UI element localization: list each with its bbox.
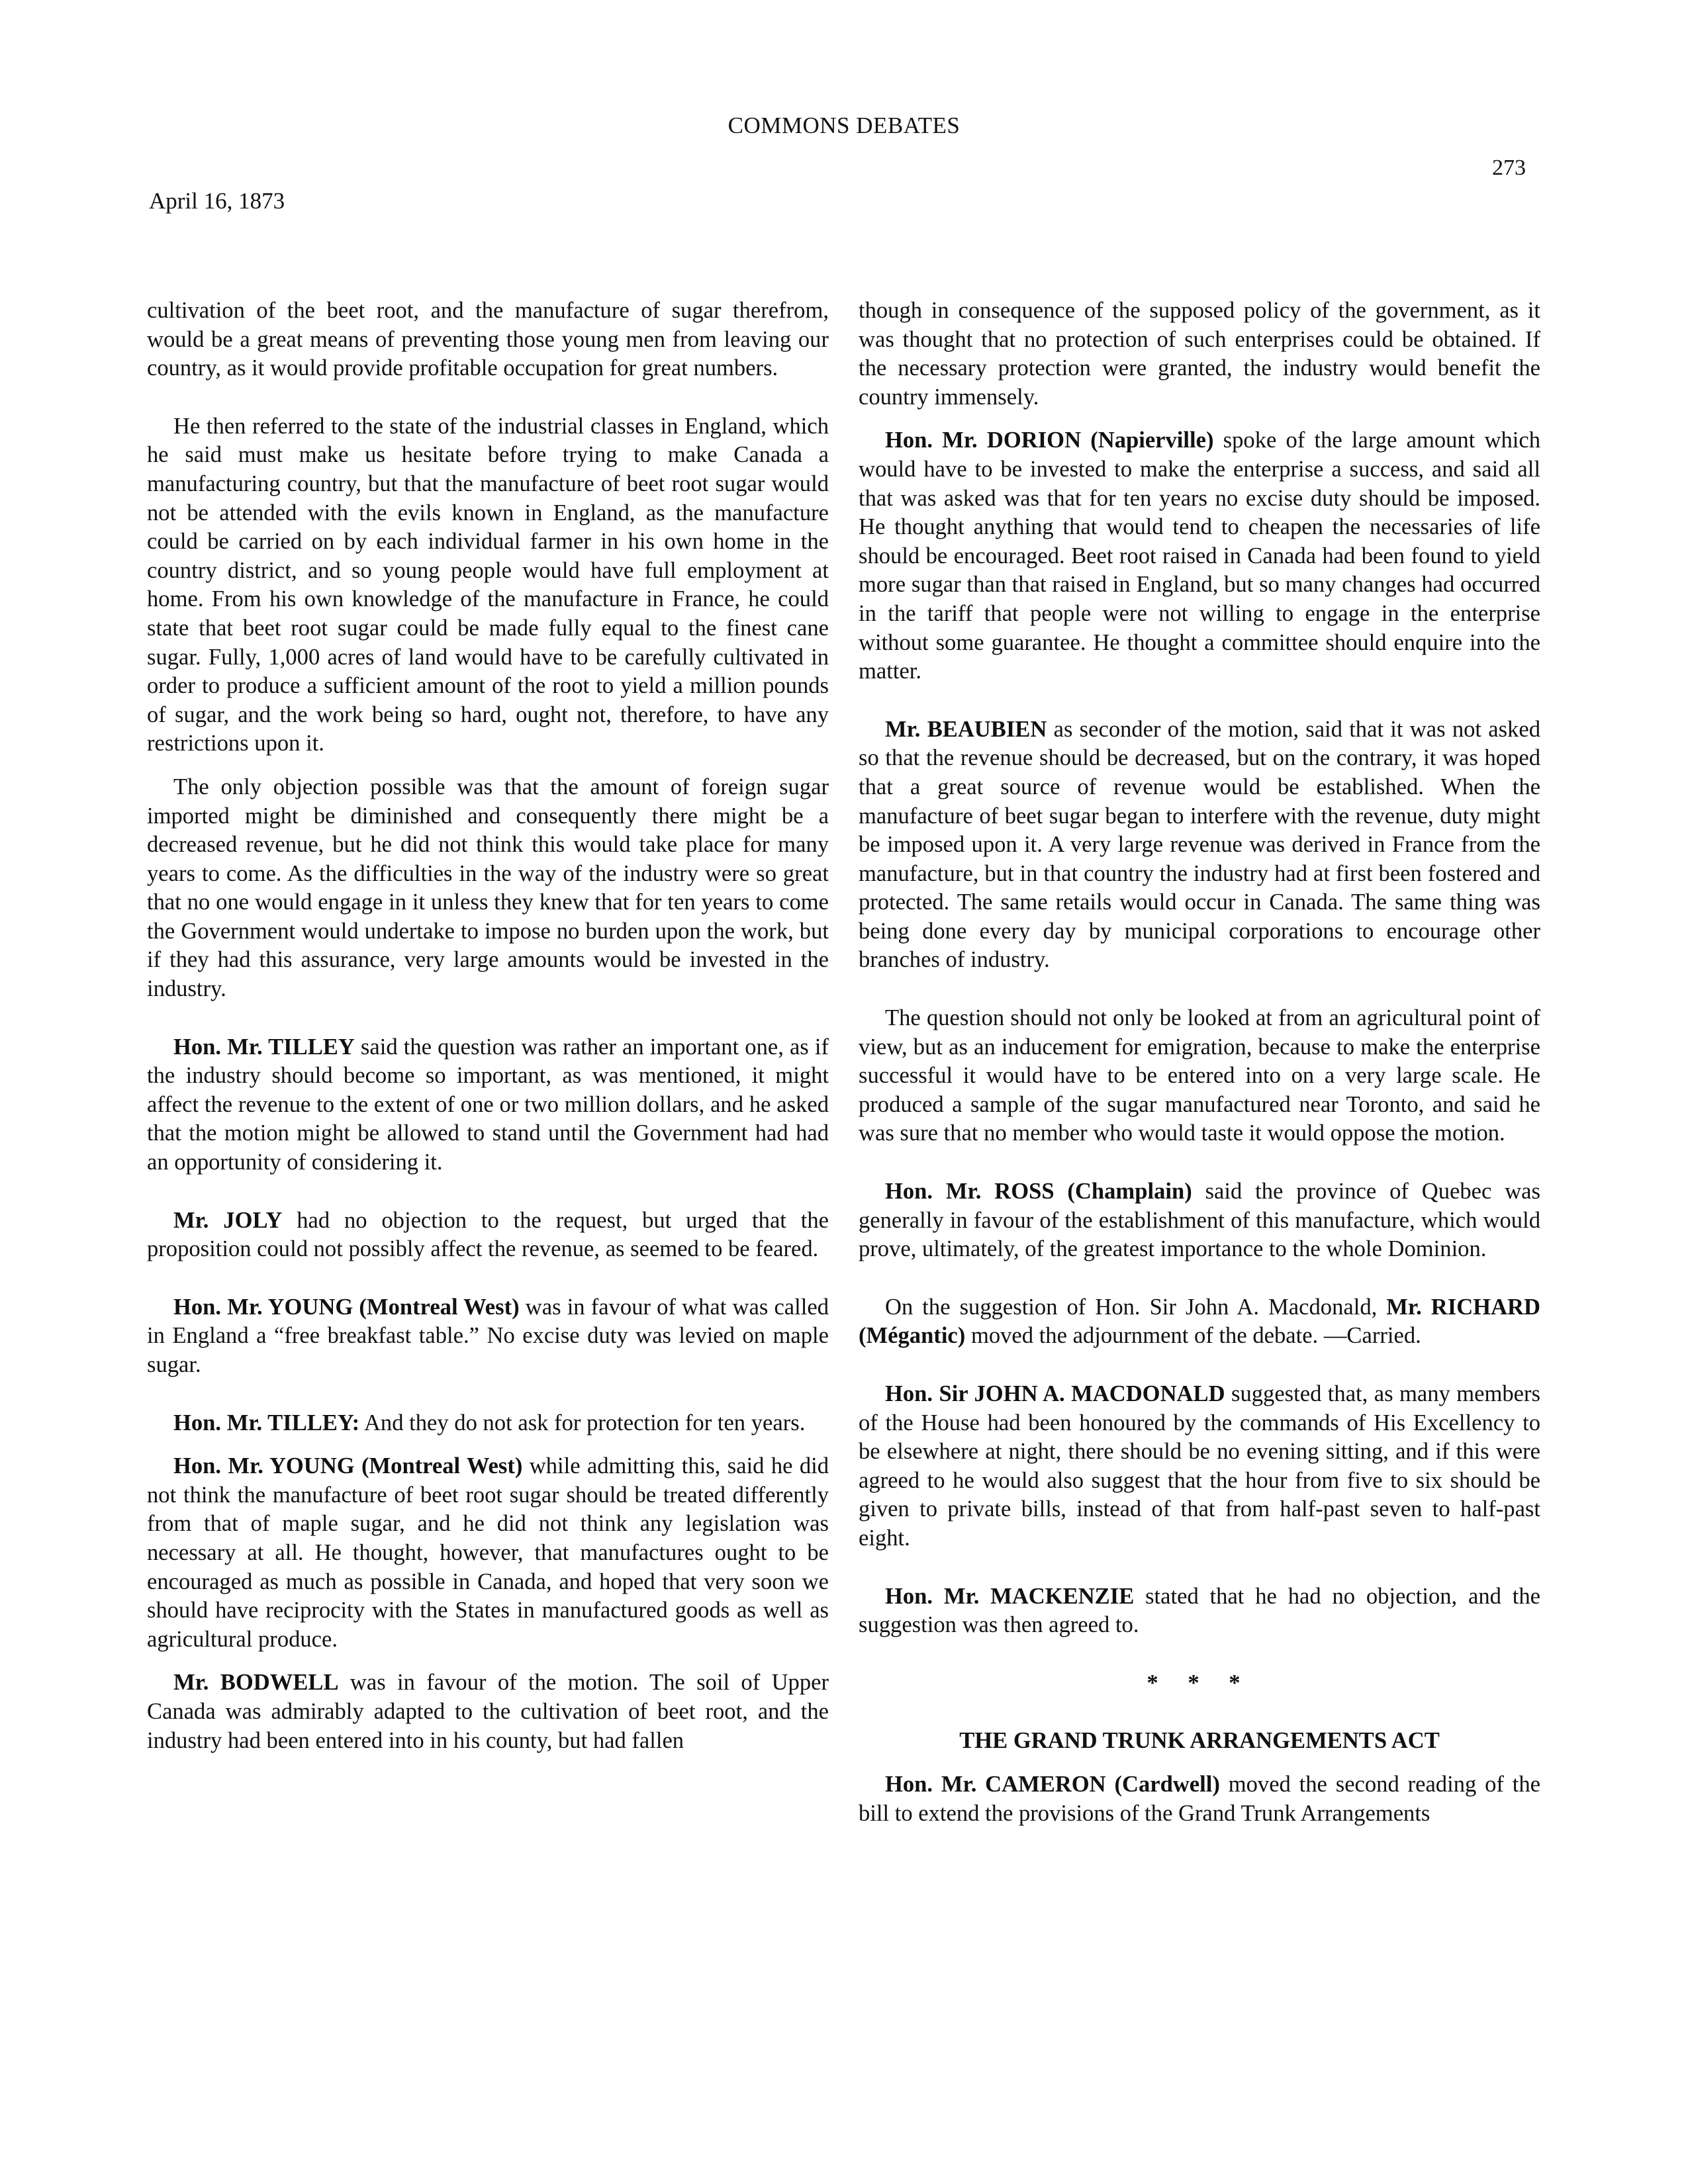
speech-text: was in favour of what was called in England a “free breakfast table.” No excise duty was levied on maple sugar.: [147, 1294, 829, 1377]
speech-text: said the province of Quebec was generally in favour of the establishment of this manufacture, which would prove, ultimately, of the greatest importance to the whole Dominion.: [859, 1179, 1540, 1262]
speech-text: spoke of the large amount which would have to be invested to make the enterprise a success, and said all that was asked was that for ten years no excise duty should be imposed. He thought anything that would tend to cheapen the necessaries of life should be encouraged. Beet root raised in Canada had been found to yield more sugar than that raised in England, but so many changes had occurred in the tariff that people were not willing to engage in the enterprise without some guarantee. He thought a committee should enquire into the matter.: [859, 428, 1540, 684]
speaker-name: Mr. BEAUBIEN: [885, 716, 1047, 742]
paragraph: [147, 1033, 829, 1177]
paragraph: The only objection possible was that the amount of foreign sugar imported might be diminished and consequently there might be a decreased revenue, but he did not think this would take place for many years to come. As the difficulties in the way of the industry were so great that no one would engage in it unless they knew that for ten years to come the Government would undertake to impose no burden upon the work, but if they had this assurance, very large amounts would be invested in the industry.: [147, 774, 829, 1002]
speech-text: as seconder of the motion, said that it was not asked so that the revenue should be decreased, but on the contrary, it was hoped that a great source of revenue would be established. When the manufacture of beet sugar began to interfere with the revenue, duty might be imposed upon it. A very large revenue was derived in France from the manufacture, but in that country the industry had at first been fostered and protected. The same retails would occur in Canada. The same thing was being done every day by municipal corporations to encourage other branches of industry.: [859, 716, 1540, 973]
speaker-name: Hon. Mr. TILLEY:: [173, 1410, 360, 1435]
paragraph: though in consequence of the supposed policy of the government, as it was thought that no protection of such enterprises could be obtained. If the necessary protection were granted, the industry would benefit the country immensely.: [859, 298, 1540, 410]
speech-text: moved the adjournment of the debate. —Carried.: [965, 1323, 1421, 1349]
paragraph: [147, 1668, 829, 1755]
speaker-name: Mr. BODWELL: [173, 1670, 339, 1696]
speech-text: suggested that, as many members of the House had been honoured by the commands of His Excellency to be elsewhere at night, there should be no evening sitting, and if this were agreed to he would also suggest that the hour from five to six should be given to private bills, instead of that from half-past seven to half-past eight.: [859, 1381, 1540, 1551]
speech-text: On the suggestion of Hon. Sir John A. Macdonald,: [885, 1294, 1387, 1320]
paragraph: cultivation of the beet root, and the manufacture of sugar therefrom, would be a great means of preventing those young men from leaving our country, as it would provide profitable occupation for great numbers.: [147, 298, 829, 381]
speech-text: was in favour of the motion. The soil of Upper Canada was admirably adapted to the cultivation of beet root, and the industry had been entered into in his county, but had fallen: [147, 1670, 829, 1753]
speaker-name: Hon. Mr. YOUNG (Montreal West): [173, 1453, 523, 1479]
paragraph: [859, 1177, 1540, 1264]
page-date: April 16, 1873: [149, 188, 285, 214]
paragraph: [859, 1770, 1540, 1828]
paragraph: [147, 1409, 829, 1438]
speech-text: said the question was rather an important one, as if the industry should become so important, as was mentioned, it might affect the revenue to the extent of one or two million dollars, and he asked that the motion might be allowed to stand until the Government had had an opportunity of considering it.: [147, 1034, 829, 1175]
paragraph: The question should not only be looked at from an agricultural point of view, but as an inducement for emigration, because to make the enterprise successful it would have to be entered into on a very large scale. He produced a sample of the sugar manufactured near Toronto, and said he was sure that no member who would taste it would oppose the motion.: [859, 1005, 1540, 1146]
header-title: COMMONS DEBATES: [727, 113, 961, 138]
paragraph: [859, 1380, 1540, 1553]
page-number: 273: [1492, 156, 1526, 180]
speaker-name: Hon. Sir JOHN A. MACDONALD: [885, 1381, 1225, 1406]
paragraph: [859, 426, 1540, 686]
speech-text: moved the second reading of the bill to extend the provisions of the Grand Trunk Arrangements: [859, 1771, 1540, 1826]
speaker-name: Hon. Mr. MACKENZIE: [885, 1583, 1135, 1609]
section-separator: * * *: [1147, 1670, 1252, 1696]
speaker-name: Hon. Mr. DORION (Napierville): [885, 428, 1214, 453]
speech-text: while admitting this, said he did not think the manufacture of beet root sugar should be treated differently from that of maple sugar, and he did not think any legislation was necessary at all. He thought, however, that manufactures ought to be encouraged as much as possible in Canada, and hoped that very soon we should have reciprocity with the States in manufactured goods as well as agricultural produce.: [147, 1453, 829, 1652]
speaker-name: Mr. JOLY: [173, 1207, 283, 1233]
speaker-name: Hon. Mr. TILLEY: [173, 1034, 355, 1060]
paragraph: He then referred to the state of the industrial classes in England, which he said must make us hesitate before trying to make Canada a manufacturing country, but that the manufacture of beet root sugar would not be attended with the evils known in England, as the manufacture could be carried on by each individual farmer in his own home in the country district, and so young people would have full employment at home. From his own knowledge of the manufacture in France, he could state that beet root sugar could be made fully equal to the finest cane sugar. Fully, 1,000 acres of land would have to be carefully cultivated in order to produce a sufficient amount of the root to yield a million pounds of sugar, and the work being so hard, ought not, therefore, to have any restrictions upon it.: [147, 413, 829, 756]
speaker-name: Hon. Mr. CAMERON (Cardwell): [885, 1771, 1220, 1797]
paragraph: [859, 1582, 1540, 1640]
speech-text: had no objection to the request, but urged that the proposition could not possibly affect the revenue, as seemed to be feared.: [147, 1207, 829, 1262]
paragraph: [859, 715, 1540, 975]
paragraph: [147, 1206, 829, 1264]
paragraph: [147, 1293, 829, 1380]
section-title: THE GRAND TRUNK ARRANGEMENTS ACT: [959, 1728, 1440, 1754]
left-column: [147, 296, 829, 1755]
speech-text: stated that he had no objection, and the suggestion was then agreed to.: [859, 1583, 1540, 1638]
speaker-name: Hon. Mr. ROSS (Champlain): [885, 1179, 1192, 1205]
paragraph: [859, 1293, 1540, 1351]
right-column: [859, 296, 1540, 1828]
speaker-name: Hon. Mr. YOUNG (Montreal West): [173, 1294, 520, 1320]
speech-text: And they do not ask for protection for ten years.: [359, 1410, 806, 1435]
paragraph: [147, 1452, 829, 1654]
speaker-name: Mr. RICHARD (Mégantic): [859, 1294, 1540, 1349]
